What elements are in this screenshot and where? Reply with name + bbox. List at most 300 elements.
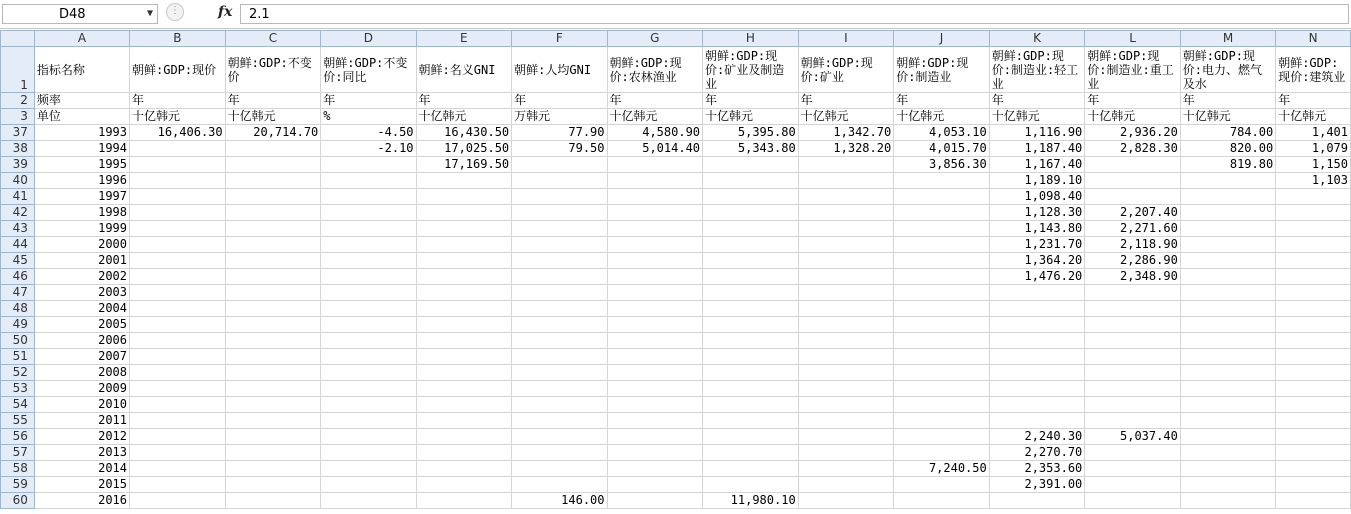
cell[interactable] xyxy=(225,429,321,445)
column-header[interactable]: N xyxy=(1276,31,1351,47)
cell[interactable]: 十亿韩元 xyxy=(607,109,703,125)
cell[interactable] xyxy=(1276,333,1351,349)
cell[interactable] xyxy=(894,381,990,397)
cell[interactable] xyxy=(225,237,321,253)
cell[interactable] xyxy=(130,253,226,269)
cell[interactable]: 年 xyxy=(703,93,799,109)
cell[interactable]: 十亿韩元 xyxy=(416,109,512,125)
cell[interactable]: 1995 xyxy=(34,157,129,173)
cell[interactable] xyxy=(130,285,226,301)
cell[interactable] xyxy=(1180,269,1275,285)
cell[interactable] xyxy=(416,413,512,429)
cell[interactable] xyxy=(798,493,894,509)
cell[interactable]: 2008 xyxy=(34,365,129,381)
cell[interactable] xyxy=(512,381,607,397)
cell[interactable] xyxy=(894,429,990,445)
cell[interactable] xyxy=(416,269,512,285)
cell[interactable]: 5,037.40 xyxy=(1085,429,1181,445)
cell[interactable] xyxy=(225,493,321,509)
cell[interactable] xyxy=(607,205,703,221)
cell[interactable]: 1,116.90 xyxy=(989,125,1085,141)
cell[interactable] xyxy=(989,493,1085,509)
cell[interactable] xyxy=(607,237,703,253)
cell[interactable] xyxy=(1180,317,1275,333)
cell[interactable] xyxy=(1276,477,1351,493)
cell[interactable] xyxy=(798,333,894,349)
cell[interactable] xyxy=(703,317,799,333)
column-header[interactable]: I xyxy=(798,31,894,47)
cell[interactable]: 17,025.50 xyxy=(416,141,512,157)
cell[interactable] xyxy=(130,173,226,189)
cell[interactable] xyxy=(894,221,990,237)
cell[interactable] xyxy=(321,349,416,365)
cell[interactable] xyxy=(1276,397,1351,413)
cell[interactable] xyxy=(989,47,1085,93)
cell[interactable] xyxy=(798,413,894,429)
cell[interactable] xyxy=(607,445,703,461)
cell[interactable]: 2,828.30 xyxy=(1085,141,1181,157)
cell[interactable] xyxy=(1180,349,1275,365)
cell[interactable]: 79.50 xyxy=(512,141,607,157)
cell[interactable]: 1994 xyxy=(34,141,129,157)
cell[interactable] xyxy=(703,413,799,429)
row-header[interactable]: 2 xyxy=(1,93,35,109)
select-all-corner[interactable] xyxy=(1,31,35,47)
cell[interactable] xyxy=(225,157,321,173)
cell[interactable] xyxy=(416,349,512,365)
cell[interactable]: 十亿韩元 xyxy=(225,109,321,125)
cell[interactable] xyxy=(225,173,321,189)
cell[interactable] xyxy=(1180,397,1275,413)
cell[interactable] xyxy=(1276,413,1351,429)
cell[interactable]: 2001 xyxy=(34,253,129,269)
cell[interactable]: 820.00 xyxy=(1180,141,1275,157)
cell[interactable]: 2016 xyxy=(34,493,129,509)
cell[interactable] xyxy=(607,189,703,205)
cell[interactable] xyxy=(989,381,1085,397)
cell[interactable]: 16,406.30 xyxy=(130,125,226,141)
row-header[interactable]: 51 xyxy=(1,349,35,365)
cell[interactable] xyxy=(416,397,512,413)
cell[interactable] xyxy=(225,47,321,93)
cell[interactable] xyxy=(798,285,894,301)
cell[interactable]: 1,231.70 xyxy=(989,237,1085,253)
cell[interactable]: 年 xyxy=(798,93,894,109)
cell[interactable] xyxy=(512,429,607,445)
cell[interactable] xyxy=(1180,493,1275,509)
cell[interactable] xyxy=(1180,429,1275,445)
cell[interactable] xyxy=(225,285,321,301)
cell[interactable]: 2,353.60 xyxy=(989,461,1085,477)
cell[interactable] xyxy=(321,253,416,269)
cell[interactable] xyxy=(1085,301,1181,317)
cell[interactable] xyxy=(1085,317,1181,333)
cell[interactable] xyxy=(1085,365,1181,381)
cell[interactable]: 2002 xyxy=(34,269,129,285)
cell[interactable] xyxy=(798,349,894,365)
row-header[interactable]: 53 xyxy=(1,381,35,397)
cell[interactable] xyxy=(1276,365,1351,381)
cell[interactable] xyxy=(1085,173,1181,189)
cell[interactable] xyxy=(321,47,416,93)
cell[interactable] xyxy=(321,205,416,221)
column-header[interactable]: A xyxy=(34,31,129,47)
cell[interactable]: 2,240.30 xyxy=(989,429,1085,445)
cell[interactable]: 2004 xyxy=(34,301,129,317)
row-header[interactable]: 57 xyxy=(1,445,35,461)
row-header[interactable]: 50 xyxy=(1,333,35,349)
cell[interactable] xyxy=(1180,413,1275,429)
cell[interactable] xyxy=(512,477,607,493)
cell[interactable] xyxy=(798,189,894,205)
cell[interactable] xyxy=(225,381,321,397)
cell[interactable] xyxy=(798,173,894,189)
cell[interactable] xyxy=(894,397,990,413)
cell[interactable] xyxy=(989,301,1085,317)
cell[interactable] xyxy=(703,157,799,173)
cell[interactable]: 784.00 xyxy=(1180,125,1275,141)
cell[interactable]: 十亿韩元 xyxy=(130,109,226,125)
cell[interactable]: 1998 xyxy=(34,205,129,221)
column-header[interactable]: D xyxy=(321,31,416,47)
cell[interactable] xyxy=(703,189,799,205)
cell[interactable] xyxy=(225,317,321,333)
cell[interactable] xyxy=(321,461,416,477)
cell[interactable] xyxy=(512,285,607,301)
row-header[interactable]: 49 xyxy=(1,317,35,333)
cell[interactable]: 1,476.20 xyxy=(989,269,1085,285)
cell[interactable]: 2,936.20 xyxy=(1085,125,1181,141)
cell[interactable] xyxy=(989,413,1085,429)
cell[interactable] xyxy=(1276,429,1351,445)
cell[interactable] xyxy=(416,445,512,461)
cell[interactable] xyxy=(321,317,416,333)
cell[interactable] xyxy=(894,189,990,205)
row-header[interactable]: 54 xyxy=(1,397,35,413)
column-header[interactable]: J xyxy=(894,31,990,47)
cell[interactable] xyxy=(512,189,607,205)
cell[interactable] xyxy=(416,173,512,189)
cell[interactable]: 2011 xyxy=(34,413,129,429)
cell[interactable] xyxy=(321,333,416,349)
cell[interactable] xyxy=(416,301,512,317)
cell[interactable] xyxy=(225,253,321,269)
cell[interactable] xyxy=(1276,205,1351,221)
cell[interactable]: 2006 xyxy=(34,333,129,349)
cell[interactable]: 1999 xyxy=(34,221,129,237)
cell[interactable] xyxy=(894,413,990,429)
row-header[interactable]: 39 xyxy=(1,157,35,173)
cell[interactable]: 十亿韩元 xyxy=(1085,109,1181,125)
cell[interactable] xyxy=(130,461,226,477)
cell[interactable]: 819.80 xyxy=(1180,157,1275,173)
cell[interactable] xyxy=(225,269,321,285)
cell[interactable] xyxy=(703,381,799,397)
cell[interactable] xyxy=(321,493,416,509)
row-header[interactable]: 47 xyxy=(1,285,35,301)
cell[interactable] xyxy=(798,269,894,285)
cell[interactable] xyxy=(607,429,703,445)
cell[interactable] xyxy=(130,381,226,397)
row-header[interactable]: 59 xyxy=(1,477,35,493)
cell[interactable] xyxy=(225,413,321,429)
cell[interactable] xyxy=(1180,173,1275,189)
cell[interactable]: 1996 xyxy=(34,173,129,189)
cell[interactable] xyxy=(894,365,990,381)
row-header[interactable]: 46 xyxy=(1,269,35,285)
cell[interactable] xyxy=(130,317,226,333)
cell[interactable] xyxy=(798,253,894,269)
cell[interactable]: 1,128.30 xyxy=(989,205,1085,221)
cell[interactable] xyxy=(607,221,703,237)
cell[interactable] xyxy=(225,461,321,477)
cell[interactable] xyxy=(607,461,703,477)
cell[interactable]: 3,856.30 xyxy=(894,157,990,173)
cell[interactable] xyxy=(1276,349,1351,365)
cell[interactable]: 1997 xyxy=(34,189,129,205)
cell[interactable] xyxy=(798,47,894,93)
cell[interactable] xyxy=(1180,333,1275,349)
cell[interactable] xyxy=(607,47,703,93)
cell[interactable] xyxy=(703,349,799,365)
cell[interactable] xyxy=(1085,285,1181,301)
cell[interactable] xyxy=(1180,47,1275,93)
cell[interactable] xyxy=(798,381,894,397)
cell[interactable] xyxy=(416,381,512,397)
cell[interactable]: -2.10 xyxy=(321,141,416,157)
cell[interactable] xyxy=(130,413,226,429)
row-header[interactable]: 56 xyxy=(1,429,35,445)
cell[interactable] xyxy=(607,269,703,285)
cell[interactable] xyxy=(225,397,321,413)
cell[interactable] xyxy=(1180,221,1275,237)
cell[interactable] xyxy=(894,173,990,189)
cell[interactable] xyxy=(416,461,512,477)
cell[interactable] xyxy=(989,333,1085,349)
cell[interactable] xyxy=(321,301,416,317)
cell[interactable]: 2015 xyxy=(34,477,129,493)
cell[interactable]: 1,150 xyxy=(1276,157,1351,173)
cell[interactable] xyxy=(130,221,226,237)
cell[interactable]: 2000 xyxy=(34,237,129,253)
cell[interactable] xyxy=(703,477,799,493)
cell[interactable] xyxy=(798,221,894,237)
cell[interactable] xyxy=(607,397,703,413)
cell[interactable]: 年 xyxy=(416,93,512,109)
cell[interactable]: 1,103 xyxy=(1276,173,1351,189)
cell[interactable]: 20,714.70 xyxy=(225,125,321,141)
cell[interactable] xyxy=(1180,285,1275,301)
cell[interactable] xyxy=(607,285,703,301)
cell[interactable] xyxy=(512,317,607,333)
cell[interactable] xyxy=(1180,381,1275,397)
cell[interactable] xyxy=(607,157,703,173)
cell[interactable]: 7,240.50 xyxy=(894,461,990,477)
cell[interactable] xyxy=(130,157,226,173)
row-header[interactable]: 48 xyxy=(1,301,35,317)
cell[interactable]: 1,079 xyxy=(1276,141,1351,157)
cell[interactable] xyxy=(225,301,321,317)
cell[interactable] xyxy=(798,301,894,317)
cell[interactable] xyxy=(703,365,799,381)
cell[interactable]: 4,053.10 xyxy=(894,125,990,141)
cell[interactable] xyxy=(607,301,703,317)
cell[interactable]: 频率 xyxy=(34,93,129,109)
cell[interactable] xyxy=(703,301,799,317)
cell[interactable] xyxy=(894,493,990,509)
cell[interactable] xyxy=(512,461,607,477)
cell[interactable]: 1,143.80 xyxy=(989,221,1085,237)
cell[interactable]: 2012 xyxy=(34,429,129,445)
row-header[interactable]: 43 xyxy=(1,221,35,237)
column-header[interactable]: H xyxy=(703,31,799,47)
cell[interactable] xyxy=(512,413,607,429)
cell[interactable] xyxy=(894,285,990,301)
cell[interactable] xyxy=(1085,47,1181,93)
cell[interactable]: 2,118.90 xyxy=(1085,237,1181,253)
cell[interactable]: 十亿韩元 xyxy=(798,109,894,125)
cell[interactable]: 十亿韩元 xyxy=(703,109,799,125)
cell[interactable] xyxy=(798,205,894,221)
cell[interactable] xyxy=(130,237,226,253)
cell[interactable]: 1,342.70 xyxy=(798,125,894,141)
cell[interactable] xyxy=(321,477,416,493)
cell[interactable] xyxy=(416,237,512,253)
cell[interactable]: 万韩元 xyxy=(512,109,607,125)
cell[interactable]: 17,169.50 xyxy=(416,157,512,173)
cell[interactable]: 年 xyxy=(321,93,416,109)
cell[interactable]: 年 xyxy=(894,93,990,109)
cell[interactable]: 2,271.60 xyxy=(1085,221,1181,237)
cell[interactable] xyxy=(1276,221,1351,237)
cell[interactable] xyxy=(798,397,894,413)
cell[interactable] xyxy=(130,365,226,381)
cell[interactable]: 1,364.20 xyxy=(989,253,1085,269)
cell[interactable] xyxy=(1085,397,1181,413)
cell[interactable] xyxy=(1085,189,1181,205)
cell[interactable]: 1,189.10 xyxy=(989,173,1085,189)
cell[interactable] xyxy=(607,333,703,349)
cell[interactable]: 十亿韩元 xyxy=(1276,109,1351,125)
cell[interactable]: 1,167.40 xyxy=(989,157,1085,173)
cell[interactable] xyxy=(894,237,990,253)
cell[interactable] xyxy=(1276,269,1351,285)
cell[interactable] xyxy=(1276,237,1351,253)
cell[interactable] xyxy=(703,205,799,221)
cell[interactable] xyxy=(130,493,226,509)
cell[interactable] xyxy=(130,333,226,349)
column-header[interactable]: F xyxy=(512,31,607,47)
cell[interactable] xyxy=(512,253,607,269)
cell[interactable] xyxy=(1276,253,1351,269)
cell[interactable] xyxy=(130,205,226,221)
cell[interactable]: 2,270.70 xyxy=(989,445,1085,461)
row-header[interactable]: 52 xyxy=(1,365,35,381)
cell[interactable] xyxy=(607,381,703,397)
cell[interactable] xyxy=(703,445,799,461)
cell[interactable] xyxy=(1085,349,1181,365)
cell[interactable]: 2005 xyxy=(34,317,129,333)
cell[interactable]: 2014 xyxy=(34,461,129,477)
cell[interactable] xyxy=(130,477,226,493)
cell[interactable] xyxy=(34,47,129,93)
cell[interactable]: 十亿韩元 xyxy=(1180,109,1275,125)
cell[interactable]: 年 xyxy=(989,93,1085,109)
cell[interactable] xyxy=(703,253,799,269)
cell[interactable] xyxy=(130,141,226,157)
cell[interactable] xyxy=(1180,461,1275,477)
cell[interactable] xyxy=(1085,461,1181,477)
cell[interactable]: 2013 xyxy=(34,445,129,461)
row-header[interactable]: 3 xyxy=(1,109,35,125)
cell[interactable]: 年 xyxy=(1085,93,1181,109)
cell[interactable] xyxy=(225,445,321,461)
cell[interactable]: 2,348.90 xyxy=(1085,269,1181,285)
cell[interactable]: 1,328.20 xyxy=(798,141,894,157)
cell[interactable]: 十亿韩元 xyxy=(894,109,990,125)
cell[interactable] xyxy=(321,445,416,461)
cell[interactable] xyxy=(894,253,990,269)
row-header[interactable]: 44 xyxy=(1,237,35,253)
cell[interactable] xyxy=(798,317,894,333)
cell[interactable]: 2,207.40 xyxy=(1085,205,1181,221)
cell[interactable] xyxy=(321,413,416,429)
formula-input[interactable] xyxy=(240,4,1349,24)
cell[interactable] xyxy=(416,205,512,221)
cell[interactable]: 11,980.10 xyxy=(703,493,799,509)
cell[interactable]: % xyxy=(321,109,416,125)
cell[interactable] xyxy=(130,47,226,93)
column-header[interactable]: C xyxy=(225,31,321,47)
cell[interactable] xyxy=(321,221,416,237)
cell[interactable] xyxy=(321,189,416,205)
cell[interactable]: 年 xyxy=(512,93,607,109)
cell[interactable] xyxy=(607,477,703,493)
cell[interactable]: 年 xyxy=(607,93,703,109)
cell[interactable] xyxy=(1276,189,1351,205)
cell[interactable] xyxy=(321,285,416,301)
cell[interactable] xyxy=(1276,445,1351,461)
cell[interactable] xyxy=(1276,381,1351,397)
cell[interactable]: 年 xyxy=(1276,93,1351,109)
row-header[interactable]: 55 xyxy=(1,413,35,429)
cell[interactable]: 146.00 xyxy=(512,493,607,509)
cell[interactable]: 1,098.40 xyxy=(989,189,1085,205)
cell[interactable] xyxy=(416,47,512,93)
cell[interactable] xyxy=(1180,365,1275,381)
cell[interactable] xyxy=(989,365,1085,381)
cell[interactable]: 单位 xyxy=(34,109,129,125)
cell[interactable] xyxy=(1180,189,1275,205)
cell[interactable]: 1,187.40 xyxy=(989,141,1085,157)
cell[interactable] xyxy=(321,269,416,285)
column-header[interactable]: G xyxy=(607,31,703,47)
cell[interactable]: 2,391.00 xyxy=(989,477,1085,493)
row-header[interactable]: 1 xyxy=(1,47,35,93)
chevron-down-icon[interactable]: ▼ xyxy=(146,8,153,19)
cell[interactable] xyxy=(607,413,703,429)
cell[interactable] xyxy=(416,189,512,205)
row-header[interactable]: 58 xyxy=(1,461,35,477)
cell[interactable] xyxy=(989,349,1085,365)
cell[interactable] xyxy=(416,333,512,349)
row-header[interactable]: 60 xyxy=(1,493,35,509)
cell[interactable] xyxy=(512,365,607,381)
cell[interactable] xyxy=(989,397,1085,413)
cell[interactable]: 4,015.70 xyxy=(894,141,990,157)
cell[interactable] xyxy=(703,429,799,445)
cell[interactable] xyxy=(130,397,226,413)
